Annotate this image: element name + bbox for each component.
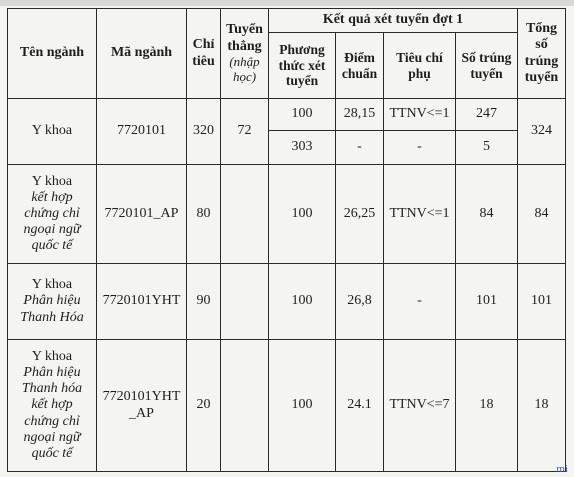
header-diem-chuan: Điểm chuẩn (336, 33, 384, 99)
row-1-name: Y khoa (8, 99, 97, 165)
row-4-total: 18 (518, 340, 566, 472)
header-chi-tieu: Chỉ tiêu (187, 9, 221, 99)
header-ma-nganh: Mã ngành (97, 9, 187, 99)
header-tuyen-thang (221, 9, 269, 99)
row-4-criteria: TTNV<=7 (384, 340, 456, 472)
row-4-method: 100 (269, 340, 336, 472)
row-4-code: 7720101YHT _AP (97, 340, 187, 472)
row-1-method-1: 100 (269, 99, 336, 131)
row-2-score: 26,25 (336, 165, 384, 264)
row-1-score-2: - (336, 131, 384, 165)
header-tuyen-thang-note: (nhập học) (229, 53, 260, 84)
header-ket-qua: Kết quả xét tuyển đợt 1 (269, 9, 518, 33)
row-4-name: Y khoa Phân hiệu Thanh hóa kết hợp chứng chỉ ngoại ngữ quốc tế (8, 340, 97, 472)
row-2-name: Y khoa kết hợp chứng chỉ ngoại ngữ quốc tế (8, 165, 97, 264)
row-2-direct (221, 165, 269, 264)
row-1-admitted-1: 247 (456, 99, 518, 131)
row-1-total: 324 (518, 99, 566, 165)
row-3-admitted: 101 (456, 264, 518, 340)
row-1-criteria-1: TTNV<=1 (384, 99, 456, 131)
header-nganh: Tên ngành (8, 9, 97, 99)
row-4-direct (221, 340, 269, 472)
header-so-trung: Số trúng tuyển (456, 33, 518, 99)
row-1-direct: 72 (221, 99, 269, 165)
row-3-direct (221, 264, 269, 340)
header-tong: Tổng số trúng tuyển (518, 9, 566, 99)
row-1-method-2: 303 (269, 131, 336, 165)
row-2-code: 7720101_AP (97, 165, 187, 264)
row-1-quota: 320 (187, 99, 221, 165)
row-2-quota: 80 (187, 165, 221, 264)
row-4-admitted: 18 (456, 340, 518, 472)
row-3-criteria: - (384, 264, 456, 340)
row-3-score: 26,8 (336, 264, 384, 340)
page-top-edge (0, 0, 574, 6)
row-1-score-1: 28,15 (336, 99, 384, 131)
row-1-criteria-2: - (384, 131, 456, 165)
row-3-code: 7720101YHT (97, 264, 187, 340)
row-2-admitted: 84 (456, 165, 518, 264)
header-tuyen-thang-label: Tuyển thẳng (226, 22, 263, 54)
header-tieu-chi: Tiêu chí phụ (384, 33, 456, 99)
row-2-total: 84 (518, 165, 566, 264)
row-3-total: 101 (518, 264, 566, 340)
row-4-quota: 20 (187, 340, 221, 472)
row-3-quota: 90 (187, 264, 221, 340)
row-4-score: 24.1 (336, 340, 384, 472)
row-2-criteria: TTNV<=1 (384, 165, 456, 264)
header-phuong-thuc: Phương thức xét tuyển (269, 33, 336, 99)
row-3-name: Y khoa Phân hiệu Thanh Hóa (8, 264, 97, 340)
row-1-code: 7720101 (97, 99, 187, 165)
row-3-method: 100 (269, 264, 336, 340)
row-2-method: 100 (269, 165, 336, 264)
admissions-table (7, 8, 566, 472)
row-1-admitted-2: 5 (456, 131, 518, 165)
footer-mark: mi (556, 463, 568, 475)
